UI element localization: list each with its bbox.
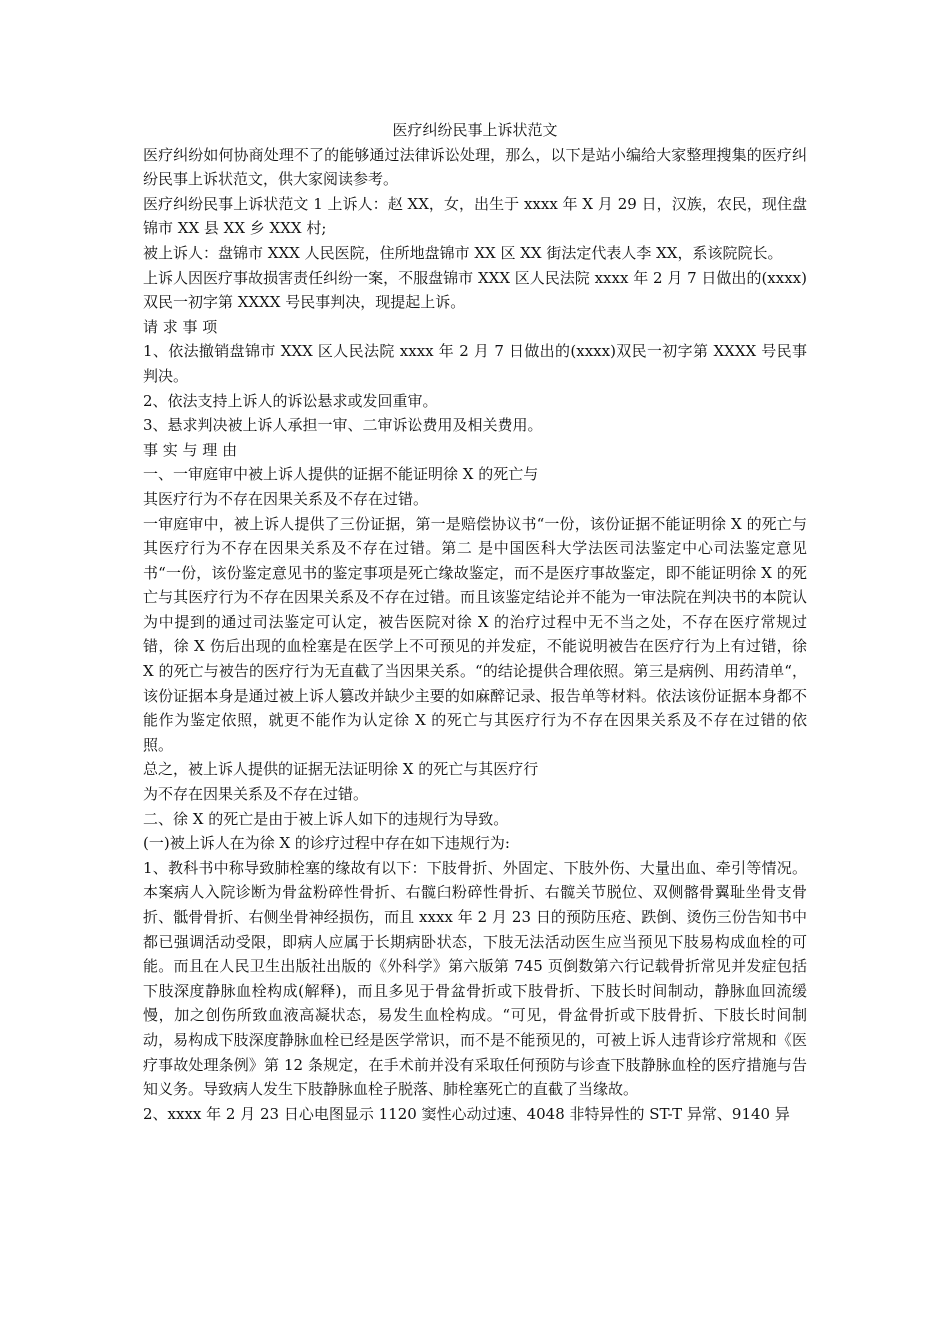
paragraph: 其医疗行为不存在因果关系及不存在过错。: [143, 489, 429, 508]
paragraph: 上诉人因医疗事故损害责任纠纷一案，不服盘锦市 XXX 区人民法院 xxxx 年 2 月 7 日做出的(xxxx)双民一初字第 XXXX 号民事判决，现提起上诉。: [143, 268, 807, 312]
paragraph: 1、教科书中称导致肺栓塞的缘故有以下：下肢骨折、外固定、下肢外伤、大量出血、牵引等情况。本案病人入院诊断为骨盆粉碎性骨折、右髋臼粉碎性骨折、右髋关节脱位、双侧髂骨翼耻坐骨支骨折、骶骨骨折、右侧坐骨神经损伤，而且 xxxx 年 2 月 23 日的预防压疮、跌倒、烫伤三份告知书中都已强调活动受限，即病人应属于长期病卧状态，下肢无法活动医生应当预见下肢易构成血栓的可能。而且在人民卫生出版社出版的《外科学》第六版第 745 页倒数第六行记载骨折常见并发症包括下肢深度静脉血栓构成(解释)，而且多见于骨盆骨折或下肢骨折、下肢长时间制动，静脉血回流缓慢，加之创伤所致血液高凝状态，易发生血栓构成。“可见，骨盆骨折或下肢骨折、下肢长时间制动，易构成下肢深度静脉血栓已经是医学常识，而不是不能预见的，可被上诉人违背诊疗常规和《医疗事故处理条例》第 12 条规定，在手术前并没有采取任何预防与诊查下肢静脉血栓的医疗措施与告知义务。导致病人发生下肢静脉血栓子脱落、肺栓塞死亡的直截了当缘故。: [143, 858, 807, 1099]
paragraph: 二、徐 X 的死亡是由于被上诉人如下的违规行为导致。: [143, 809, 509, 828]
paragraph: 1、依法撤销盘锦市 XXX 区人民法院 xxxx 年 2 月 7 日做出的(xxxx)双民一初字第 XXXX 号民事判决。: [143, 342, 807, 385]
paragraph: 医疗纠纷民事上诉状范文 1 上诉人：赵 XX，女，出生于 xxxx 年 X 月 29 日，汉族，农民，现住盘锦市 XX 县 XX 乡 XXX 村;: [143, 194, 807, 238]
section-heading: 请 求 事 项: [143, 317, 218, 336]
paragraph: 一审庭审中，被上诉人提供了三份证据，第一是赔偿协议书“一份，该份证据不能证明徐 X 的死亡与其医疗行为不存在因果关系及不存在过错。第二 是中国医科大学法医司法鉴定中心司法鉴定意见书“一份，该份鉴定意见书的鉴定事项是死亡缘故鉴定，而不是医疗事故鉴定，即不能证明徐 X 的死亡与其医疗行为不存在因果关系及不存在过错。而且该鉴定结论并不能为一审法院在判决书的本院认为中提到的通过司法鉴定可认定，被告医院对徐 X 的治疗过程中无不当之处，不存在医疗常规过错，徐 X 伤后出现的血栓塞是在医学上不可预见的并发症，不能说明被告在医疗行为上有过错，徐 X 的死亡与被告的医疗行为无直截了当因果关系。“的结论提供合理依照。第三是病例、用药清单“，该份证据本身是通过被上诉人篡改并缺少主要的如麻醉记录、报告单等材料。依法该份证据本身都不能作为鉴定依照，就更不能作为认定徐 X 的死亡与其医疗行为不存在因果关系及不存在过错的依照。: [143, 514, 807, 754]
paragraph: 总之，被上诉人提供的证据无法证明徐 X 的死亡与其医疗行: [143, 760, 539, 779]
paragraph: 2、xxxx 年 2 月 23 日心电图显示 1120 窦性心动过速、4048 非特异性的 ST-T 异常、9140 异: [143, 1104, 790, 1123]
section-heading: 事 实 与 理 由: [143, 440, 238, 459]
paragraph: 为不存在因果关系及不存在过错。: [143, 785, 369, 804]
paragraph: 被上诉人：盘锦市 XXX 人民医院，住所地盘锦市 XX 区 XX 街法定代表人李 XX，系该院院长。: [143, 243, 783, 262]
document-body: [143, 143, 807, 1127]
document-page: [143, 118, 807, 1126]
paragraph: 3、悬求判决被上诉人承担一审、二审诉讼费用及相关费用。: [143, 416, 543, 435]
paragraph: 2、依法支持上诉人的诉讼悬求或发回重审。: [143, 391, 438, 410]
document-title: 医疗纠纷民事上诉状范文: [392, 121, 558, 139]
paragraph: 医疗纠纷如何协商处理不了的能够通过法律诉讼处理，那么，以下是站小编给大家整理搜集的医疗纠纷民事上诉状范文，供大家阅读参考。: [143, 145, 807, 189]
paragraph: (一)被上诉人在为徐 X 的诊疗过程中存在如下违规行为:: [143, 834, 510, 853]
paragraph: 一、一审庭审中被上诉人提供的证据不能证明徐 X 的死亡与: [143, 465, 539, 484]
